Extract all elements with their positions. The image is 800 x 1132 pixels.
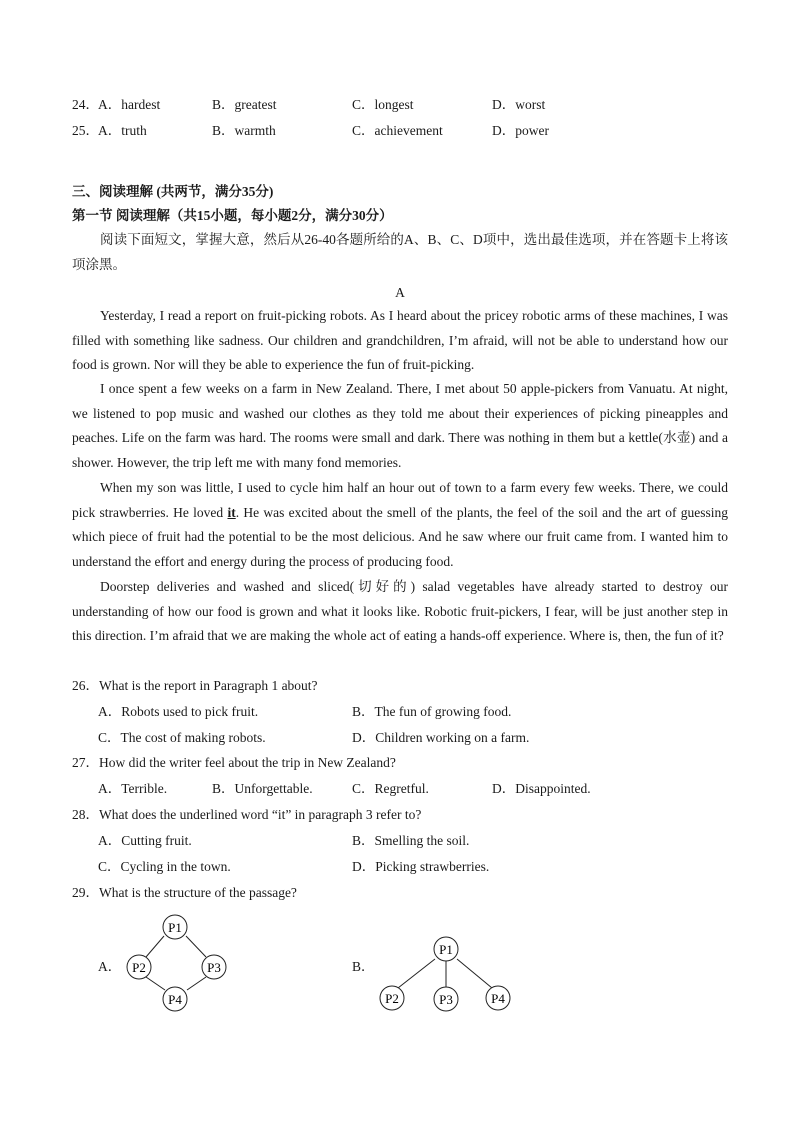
instruction-text: 阅读下面短文，掌握大意，然后从26-40各题所给的A、B、C、D项中，选出最佳选项，并在答题卡上将该项涂黑。: [72, 232, 728, 272]
section-title: 三、阅读理解 (共两节，满分35分): [72, 184, 274, 199]
q27-option-c: C．Regretful.: [352, 781, 429, 796]
diagram-b-label-p3: P3: [439, 992, 453, 1007]
paragraph-3-before: When my son was little, I used to cycle him half an hour out of town to a farm every few weeks. There, we could pick strawberries. He loved: [72, 480, 728, 520]
diagram-a-node-p1: [163, 915, 187, 939]
paragraph-3: [72, 476, 728, 574]
diagram-a-node-p3: [202, 955, 226, 979]
q25-option-a: A．truth: [98, 123, 147, 138]
q24-option-d: D．worst: [492, 97, 546, 112]
diagram-a-label-p4: P4: [168, 992, 182, 1007]
diagram-b-node-p3: [434, 987, 458, 1011]
diagram-a-label-p2: P2: [132, 960, 146, 975]
diagram-b-node-p4: [486, 986, 510, 1010]
q24-option-c: C．longest: [352, 97, 414, 112]
diagram-b-label-p2: P2: [385, 991, 399, 1006]
q27-stem: 27．How did the writer feel about the trip in New Zealand?: [72, 755, 396, 770]
diagram-a-edge-p1-p2: [146, 936, 164, 957]
diagram-a-label-p3: P3: [207, 960, 221, 975]
q26-option-b: B．The fun of growing food.: [352, 704, 512, 719]
q25-option-c: C．achievement: [352, 123, 443, 138]
diagram-a-label-p1: P1: [168, 920, 182, 935]
q28-option-c: C．Cycling in the town.: [98, 859, 231, 874]
q29-stem: 29．What is the structure of the passage?: [72, 885, 297, 900]
underlined-word-it: it: [227, 504, 236, 520]
q25-option-b: B．warmth: [212, 123, 276, 138]
q28-option-b: B．Smelling the soil.: [352, 833, 470, 848]
q24-option-b: B．greatest: [212, 97, 277, 112]
q25-number: 25．: [72, 123, 99, 138]
q28-option-a: A．Cutting fruit.: [98, 833, 192, 848]
diagram-a-edge-p2-p4: [146, 977, 165, 990]
paragraph-4: Doorstep deliveries and washed and sliced(切好的) salad vegetables have already started to destroy our understanding of how our food is grown and what it looks like. Robotic fruit-pickers, I fear, will be just another step in this direction. I’m afraid that we are making the whole act of eating a hands-off experience. Where is, then, the fun of it?: [72, 579, 728, 643]
q27-option-b: B．Unforgettable.: [212, 781, 313, 796]
q29-option-a-label: A．: [98, 959, 122, 974]
diagram-b-label-p1: P1: [439, 942, 453, 957]
q28-option-d: D．Picking strawberries.: [352, 859, 490, 874]
q26-stem: 26．What is the report in Paragraph 1 about?: [72, 678, 318, 693]
structure-diagram-a: [110, 905, 240, 1015]
q26-option-a: A．Robots used to pick fruit.: [98, 704, 259, 719]
passage-label: A: [395, 285, 405, 300]
paragraph-1: Yesterday, I read a report on fruit-picking robots. As I heard about the pricey robotic arms of these machines, I was filled with something like sadness. Our children and grandchildren, I’m afraid, will not be able to understand how our food is grown. Nor will they be able to experience the fun of fruit-picking.: [72, 308, 728, 372]
diagram-a-node-p4: [163, 987, 187, 1011]
q28-stem: 28．What does the underlined word “it” in paragraph 3 refer to?: [72, 807, 422, 822]
paragraph-2: I once spent a few weeks on a farm in New Zealand. There, I met about 50 apple-pickers from Vanuatu. At night, we listened to pop music and washed our clothes as they told me about their experiences of picking pineapples and peaches. Life on the farm was hard. The rooms were small and dark. There was nothing in them but a kettle(水壶) and a shower. However, the trip left me with many fond memories.: [72, 381, 728, 470]
diagram-b-node-p2: [380, 986, 404, 1010]
q27-option-a: A．Terrible.: [98, 781, 168, 796]
q24-option-a: A．hardest: [98, 97, 161, 112]
diagram-b-edge-p1-p4: [457, 959, 492, 988]
diagram-b-edge-p1-p2: [398, 959, 435, 988]
q27-option-d: D．Disappointed.: [492, 781, 591, 796]
q24-number: 24．: [72, 97, 99, 112]
paragraph-3-after: . He was excited about the smell of the plants, the feel of the soil and the art of guessing which piece of fruit had the potential to be the most delicious. And he saw where our fruit came from. I wanted him to understand the effort and energy during the process of producing food.: [72, 504, 728, 569]
diagram-a-node-p2: [127, 955, 151, 979]
diagram-b-label-p4: P4: [491, 991, 505, 1006]
diagram-a-edge-p1-p3: [186, 936, 206, 957]
q26-option-d: D．Children working on a farm.: [352, 730, 530, 745]
structure-diagram-b: [370, 930, 520, 1020]
subsection-title: 第一节 阅读理解（共15小题，每小题2分，满分30分）: [72, 208, 393, 223]
diagram-a-edge-p3-p4: [187, 977, 206, 990]
q26-option-c: C．The cost of making robots.: [98, 730, 266, 745]
diagram-b-node-p1: [434, 937, 458, 961]
q25-option-d: D．power: [492, 123, 549, 138]
q29-option-b-label: B．: [352, 959, 375, 974]
